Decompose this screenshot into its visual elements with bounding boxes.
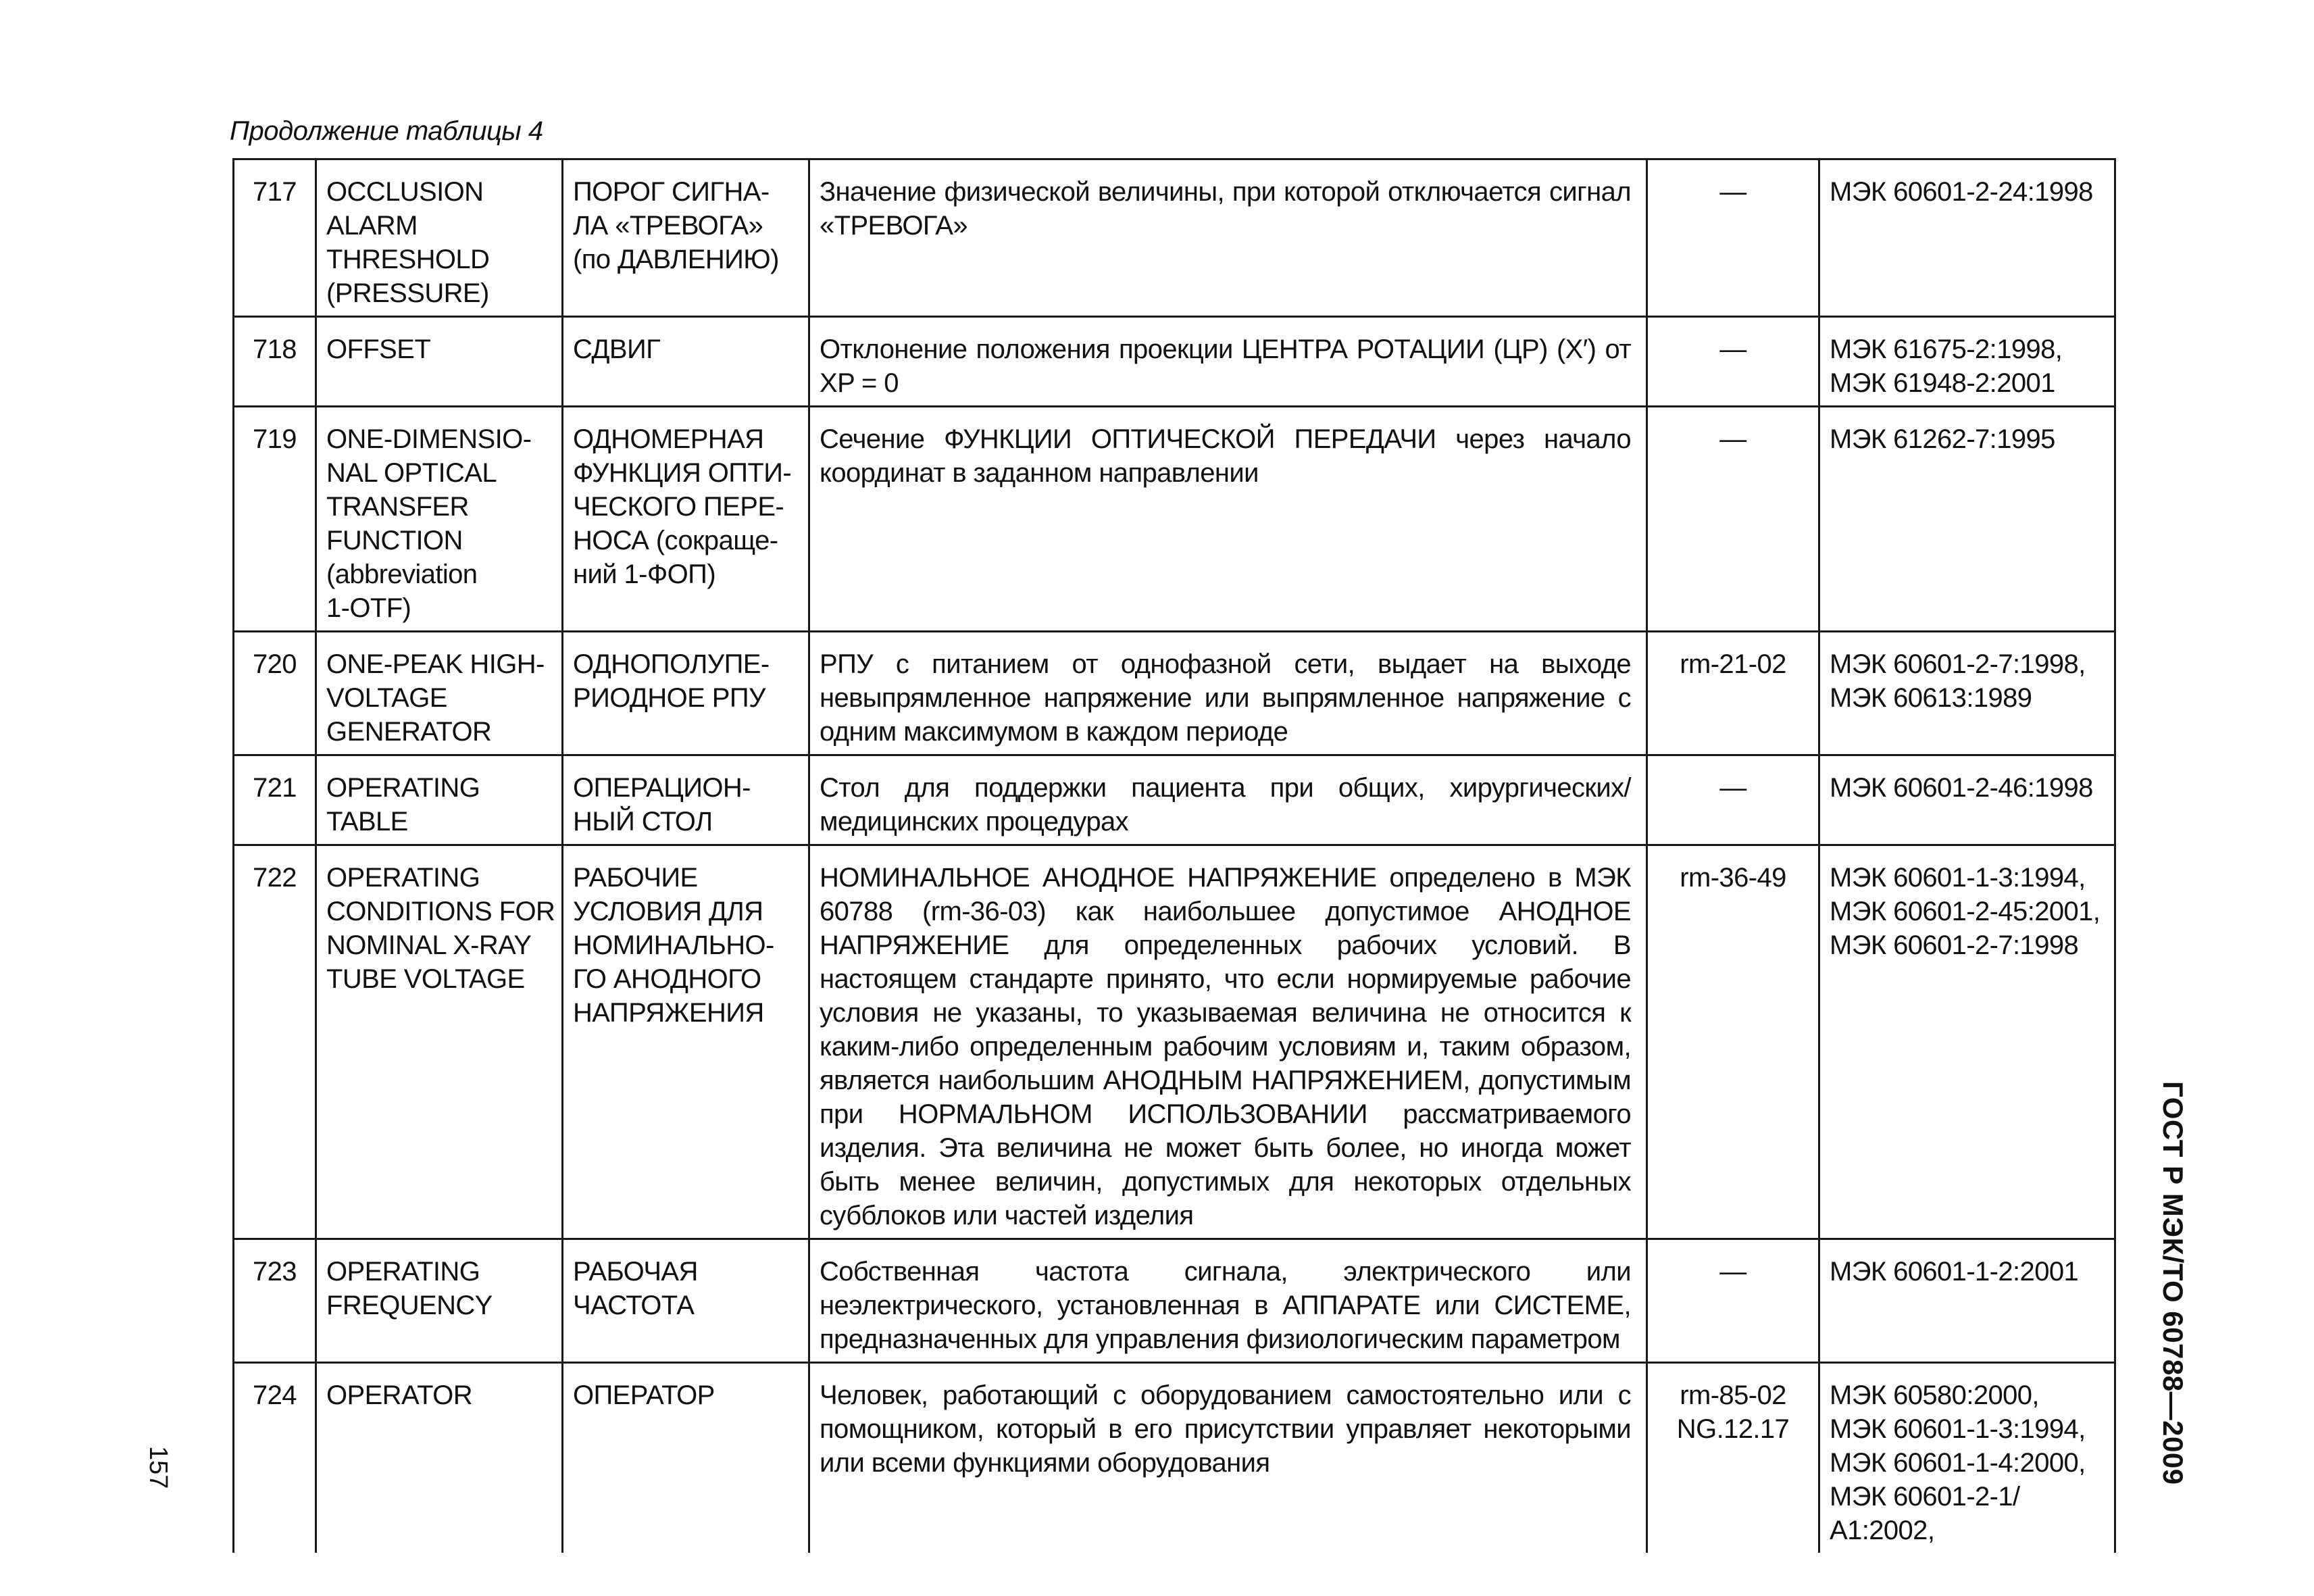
document-code: —	[1647, 755, 1819, 845]
table-row	[234, 317, 2115, 407]
term-number: 719	[234, 407, 316, 632]
russian-term: ПОРОГ СИГНА- ЛА «ТРЕВОГА» (по ДАВЛЕНИЮ)	[563, 159, 809, 317]
table-row	[234, 407, 2115, 632]
document-code: —	[1647, 407, 1819, 632]
russian-term: ОДНОМЕРНАЯ ФУНКЦИЯ ОПТИ- ЧЕСКОГО ПЕРЕ- НОСА (сокраще- ний 1-ФОП)	[563, 407, 809, 632]
definition: Отклонение положения проекции ЦЕНТРА РОТАЦИИ (ЦР) (X′) от XP = 0	[809, 317, 1647, 407]
standard-reference: МЭК 60601-1-3:1994, МЭК 60601-2-45:2001, МЭК 60601-2-7:1998	[1819, 845, 2115, 1239]
term-number: 720	[234, 632, 316, 755]
standard-reference: МЭК 61262-7:1995	[1819, 407, 2115, 632]
table-row	[234, 632, 2115, 755]
definition: Значение физической величины, при которой отключается сигнал «ТРЕВОГА»	[809, 159, 1647, 317]
document-code: rm-36-49	[1647, 845, 1819, 1239]
definition: РПУ с питанием от однофазной сети, выдает на выходе невыпрямленное напряжение или выпрямленное напряжение с одним максимумом в каждом периоде	[809, 632, 1647, 755]
definition: Стол для поддержки пациента при общих, хирургических/медицинских процедурах	[809, 755, 1647, 845]
table-caption: Продолжение таблицы 4	[230, 116, 543, 146]
standard-reference: МЭК 60580:2000, МЭК 60601-1-3:1994, МЭК 60601-1-4:2000, МЭК 60601-2-1/А1:2002,	[1819, 1363, 2115, 1553]
definition: НОМИНАЛЬНОЕ АНОДНОЕ НАПРЯЖЕНИЕ определено в МЭК 60788 (rm-36-03) как наибольшее допустимое АНОДНОЕ НАПРЯЖЕНИЕ для определенных рабочих условий. В настоящем стандарте принято, что если нормируемые рабочие условия не указаны, то указываемая величина не относится к каким-либо определенным рабочим условиям и, таким образом, является наибольшим АНОДНЫМ НАПРЯЖЕНИЕМ, допустимым при НОРМАЛЬНОМ ИСПОЛЬЗОВАНИИ рассматриваемого изделия. Эта величина не может быть более, но иногда может быть менее величин, допустимых для некоторых отдельных субблоков или частей изделия	[809, 845, 1647, 1239]
term-number: 718	[234, 317, 316, 407]
russian-term: ОПЕРАЦИОН- НЫЙ СТОЛ	[563, 755, 809, 845]
english-term: OPERATING CONDITIONS FOR NOMINAL X-RAY TUBE VOLTAGE	[316, 845, 563, 1239]
page-number: 157	[144, 1446, 172, 1489]
standard-reference: МЭК 60601-1-2:2001	[1819, 1239, 2115, 1363]
table-row	[234, 845, 2115, 1239]
english-term: ONE-DIMENSIO- NAL OPTICAL TRANSFER FUNCTION (abbreviation 1-OTF)	[316, 407, 563, 632]
term-number: 724	[234, 1363, 316, 1553]
document-code: rm-85-02 NG.12.17	[1647, 1363, 1819, 1553]
standard-reference: МЭК 61675-2:1998, МЭК 61948-2:2001	[1819, 317, 2115, 407]
definition: Собственная частота сигнала, электрического или неэлектрического, установленная в АППАРАТЕ или СИСТЕМЕ, предназначенных для управления физиологическим параметром	[809, 1239, 1647, 1363]
definition: Сечение ФУНКЦИИ ОПТИЧЕСКОЙ ПЕРЕДАЧИ через начало координат в заданном направлении	[809, 407, 1647, 632]
english-term: OPERATING FREQUENCY	[316, 1239, 563, 1363]
document-code: —	[1647, 1239, 1819, 1363]
term-number: 723	[234, 1239, 316, 1363]
definition: Человек, работающий с оборудованием самостоятельно или с помощником, который в его присутствии управляет некоторыми или всеми функциями оборудования	[809, 1363, 1647, 1553]
english-term: OPERATOR	[316, 1363, 563, 1553]
standard-reference: МЭК 60601-2-24:1998	[1819, 159, 2115, 317]
english-term: ONE-PEAK HIGH- VOLTAGE GENERATOR	[316, 632, 563, 755]
term-number: 722	[234, 845, 316, 1239]
table-row	[234, 755, 2115, 845]
table-row	[234, 159, 2115, 317]
terms-table	[232, 158, 2116, 1553]
term-number: 721	[234, 755, 316, 845]
english-term: OPERATING TABLE	[316, 755, 563, 845]
document-code: —	[1647, 159, 1819, 317]
russian-term: РАБОЧИЕ УСЛОВИЯ ДЛЯ НОМИНАЛЬНО- ГО АНОДНОГО НАПРЯЖЕНИЯ	[563, 845, 809, 1239]
russian-term: ОПЕРАТОР	[563, 1363, 809, 1553]
russian-term: СДВИГ	[563, 317, 809, 407]
russian-term: РАБОЧАЯ ЧАСТОТА	[563, 1239, 809, 1363]
standard-reference: МЭК 60601-2-46:1998	[1819, 755, 2115, 845]
standard-designation: ГОСТ Р МЭК/ТО 60788—2009	[2157, 1081, 2189, 1485]
table-row	[234, 1363, 2115, 1553]
document-code: rm-21-02	[1647, 632, 1819, 755]
russian-term: ОДНОПОЛУПЕ- РИОДНОЕ РПУ	[563, 632, 809, 755]
term-number: 717	[234, 159, 316, 317]
table-row	[234, 1239, 2115, 1363]
english-term: OFFSET	[316, 317, 563, 407]
document-code: —	[1647, 317, 1819, 407]
standard-reference: МЭК 60601-2-7:1998, МЭК 60613:1989	[1819, 632, 2115, 755]
english-term: OCCLUSION ALARM THRESHOLD (PRESSURE)	[316, 159, 563, 317]
